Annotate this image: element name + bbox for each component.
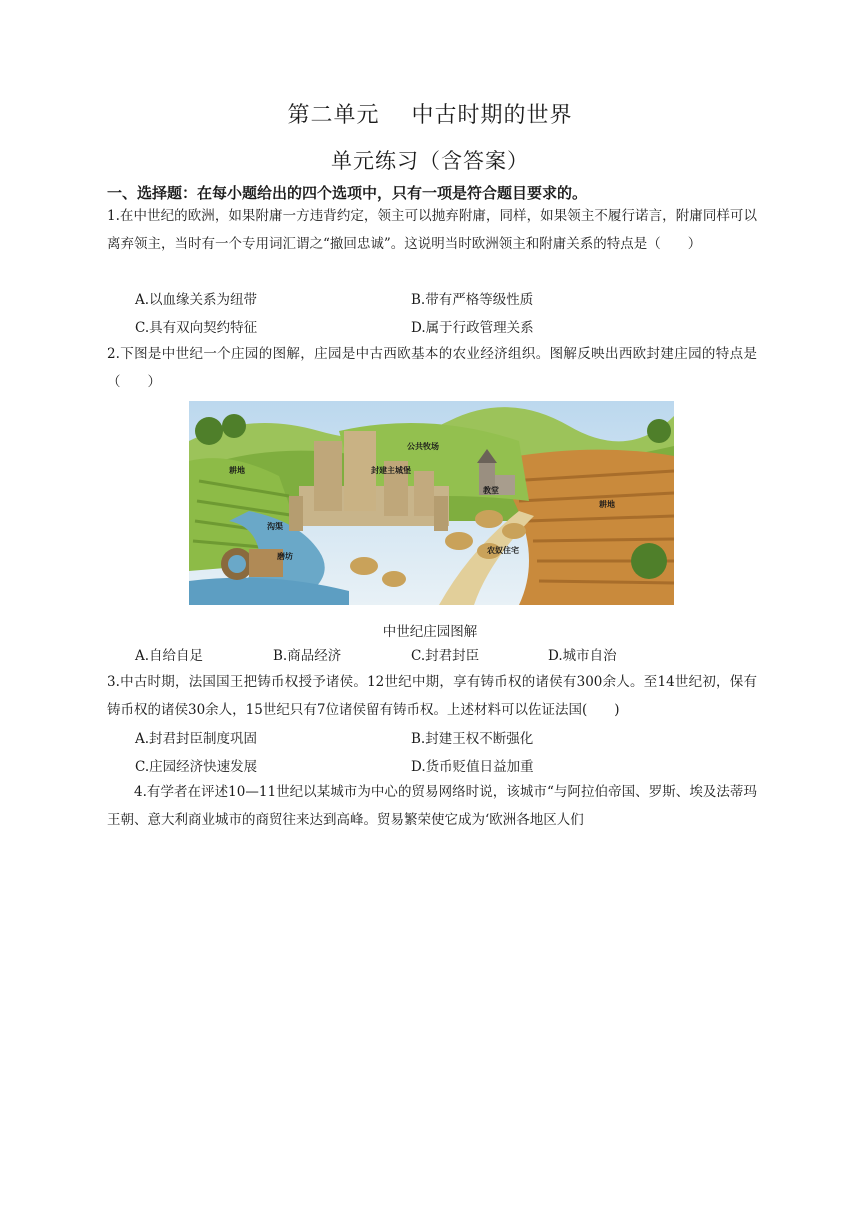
- q2-option-b: B.商品经济: [273, 648, 342, 664]
- figure-label-ditch: 沟渠: [267, 522, 283, 531]
- q3-option-b: B.封建王权不断强化: [411, 731, 534, 747]
- page-subtitle: 单元练习（含答案）: [331, 149, 529, 173]
- q1-option-b: B.带有严格等级性质: [411, 292, 534, 308]
- q3-option-a: A.封君封臣制度巩固: [135, 731, 258, 747]
- figure-label-lord-castle: 封建主城堡: [371, 466, 411, 475]
- figure-label-serf-houses: 农奴住宅: [487, 546, 519, 555]
- q2-option-a: A.自给自足: [135, 648, 204, 664]
- section-heading: 一、选择题：在每小题给出的四个选项中，只有一项是符合题目要求的。: [107, 184, 588, 202]
- q3-option-d: D.货币贬值日益加重: [411, 759, 534, 775]
- figure-label-mill: 磨坊: [277, 552, 293, 561]
- question-2-stem: 2.下图是中世纪一个庄园的图解，庄园是中古西欧基本的农业经济组织。图解反映出西欧封建庄园的特点是（ ）: [107, 346, 757, 390]
- question-1-stem: 1.在中世纪的欧洲，如果附庸一方违背约定，领主可以抛弃附庸，同样，如果领主不履行诺言，附庸同样可以离弃领主，当时有一个专用词汇谓之“撤回忠诚”。这说明当时欧洲领主和附庸关系的特点是（ ）: [107, 208, 757, 252]
- q1-option-d: D.属于行政管理关系: [411, 320, 534, 336]
- figure-label-farmland-left: 耕地: [229, 466, 245, 475]
- figure-label-common-pasture: 公共牧场: [407, 442, 439, 451]
- manor-illustration: [189, 401, 674, 605]
- figure-caption: 中世纪庄园图解: [382, 624, 478, 640]
- question-4-stem: 4.有学者在评述10—11世纪以某城市为中心的贸易网络时说，该城市“与阿拉伯帝国、罗斯、埃及法蒂玛王朝、意大利商业城市的商贸往来达到高峰。贸易繁荣使它成为‘欧洲各地区人们: [107, 784, 757, 828]
- question-3-stem: 3.中古时期，法国国王把铸币权授予诸侯。12世纪中期，享有铸币权的诸侯有300余人。至14世纪初，保有铸币权的诸侯30余人，15世纪只有7位诸侯留有铸币权。上述材料可以佐证法国( ): [107, 674, 757, 718]
- q1-option-a: A.以血缘关系为纽带: [135, 292, 258, 308]
- figure-label-church: 教堂: [483, 486, 499, 495]
- q2-option-c: C.封君封臣: [411, 648, 480, 664]
- q1-option-c: C.具有双向契约特征: [135, 320, 258, 336]
- figure-label-farmland-right: 耕地: [599, 500, 615, 509]
- q2-option-d: D.城市自治: [548, 648, 617, 664]
- page-title: 第二单元 中古时期的世界: [287, 103, 573, 128]
- q3-option-c: C.庄园经济快速发展: [135, 759, 258, 775]
